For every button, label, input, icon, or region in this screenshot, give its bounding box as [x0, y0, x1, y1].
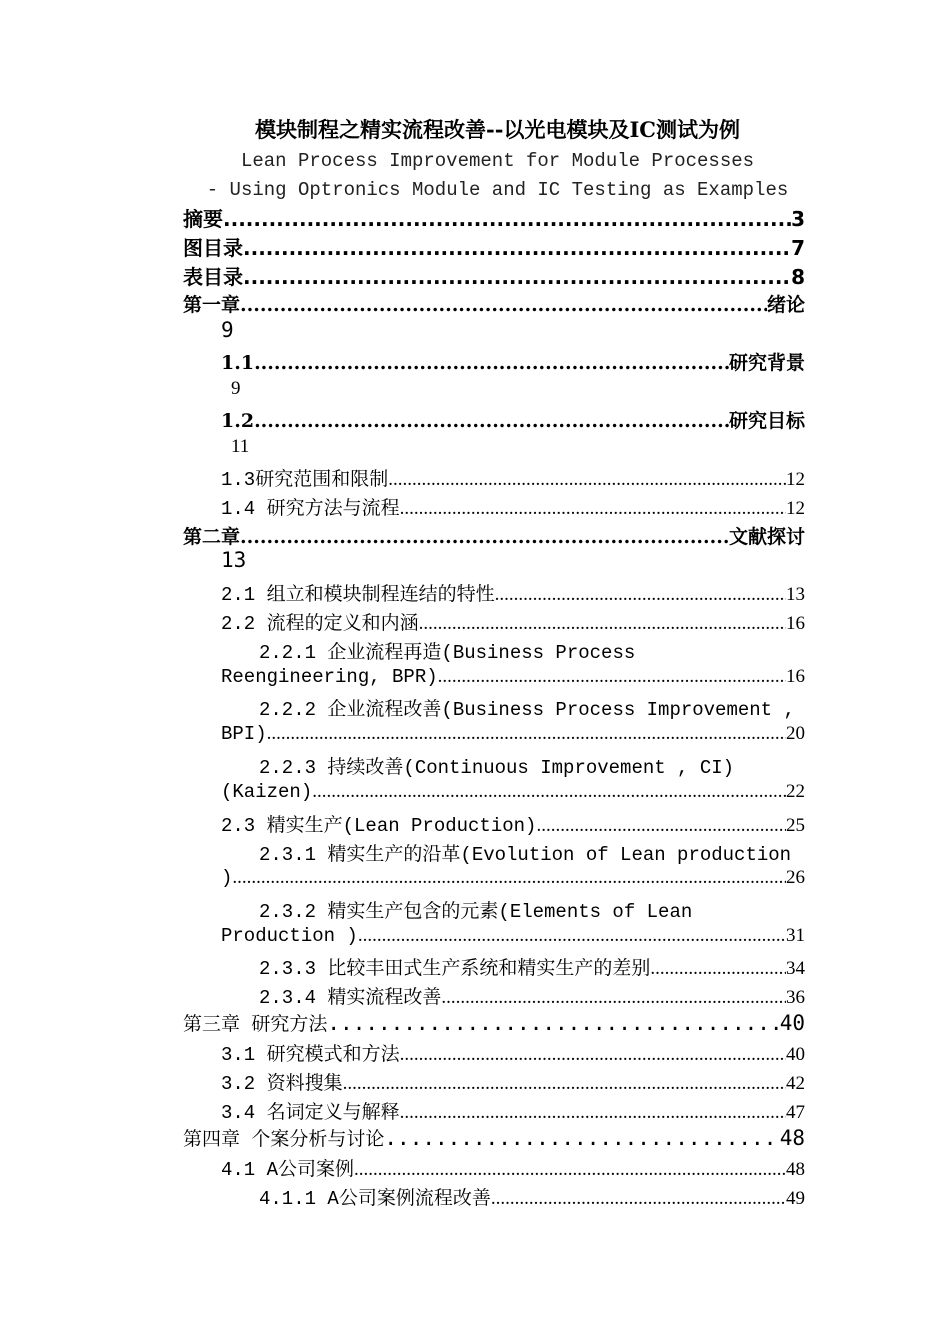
toc-label-continued: ) — [221, 867, 233, 889]
toc-leader-dots — [343, 1073, 786, 1095]
toc-leader-dots — [312, 781, 786, 803]
toc-leader-dots — [243, 236, 791, 260]
toc-page-number: 16 — [786, 666, 805, 687]
toc-entry-section-2-3-1-line1[interactable]: 2.3.1 精实生产的沿革(Evolution of Lean production — [259, 844, 792, 866]
toc-page-number: 3 — [791, 207, 805, 231]
toc-page-number: 48 — [779, 1126, 805, 1150]
toc-leader-dots — [354, 1159, 786, 1181]
toc-page-number: 7 — [791, 236, 805, 260]
toc-label: 表目录 — [183, 265, 243, 289]
toc-entry-figures[interactable] — [183, 232, 805, 261]
toc-page-number: 13 — [786, 584, 805, 605]
toc-page-number: 16 — [786, 613, 805, 634]
toc-leader-dots — [491, 1188, 786, 1210]
toc-label: 1.1 — [221, 352, 255, 374]
toc-leader-dots — [240, 294, 767, 316]
toc-leader-dots — [232, 867, 786, 889]
toc-entry-section-2-3-3[interactable] — [259, 953, 805, 980]
toc-entry-section-2-2-2-line1[interactable]: 2.2.2 企业流程改善(Business Process Improvement , — [259, 699, 795, 721]
toc-entry-section-2-3-2[interactable] — [221, 925, 805, 947]
toc-page-number: 13 — [221, 548, 247, 572]
toc-entry-section-2-3-1[interactable] — [221, 867, 805, 889]
toc-label: 3.1 研究模式和方法 — [221, 1044, 400, 1066]
toc-page-number: 47 — [786, 1102, 805, 1123]
toc-leader-dots — [243, 265, 791, 289]
toc-page-number: 12 — [786, 498, 805, 519]
toc-page-number: 40 — [786, 1044, 805, 1065]
toc-label: 2.3.4 精实流程改善 — [259, 987, 442, 1009]
toc-label: 图目录 — [183, 236, 243, 260]
toc-entry-chapter-4[interactable] — [183, 1124, 805, 1151]
toc-leader-dots — [240, 526, 729, 548]
toc-label: 2.2 流程的定义和内涵 — [221, 613, 419, 635]
toc-page-number: 8 — [791, 265, 805, 289]
toc-label: 2.3.3 比较丰田式生产系统和精实生产的差别 — [259, 958, 651, 980]
toc-label-continued: (Kaizen) — [221, 781, 313, 803]
toc-entry-section-4-1[interactable] — [221, 1154, 805, 1181]
toc-label: 3.4 名词定义与解释 — [221, 1102, 400, 1124]
toc-leader-dots — [358, 925, 786, 947]
toc-page-number: 34 — [786, 958, 805, 979]
toc-label: 4.1 A公司案例 — [221, 1159, 355, 1181]
toc-label: 1.4 研究方法与流程 — [221, 498, 400, 520]
toc-leader-dots — [495, 584, 786, 606]
toc-label: 2.3 精实生产(Lean Production) — [221, 815, 537, 837]
toc-entry-section-2-2-1[interactable] — [221, 666, 805, 688]
toc-section-title: 研究目标 — [728, 410, 805, 432]
toc-chapter-title: 文献探讨 — [728, 526, 805, 548]
toc-page-number: 48 — [786, 1159, 805, 1180]
toc-label-continued: Reengineering, BPR) — [221, 666, 438, 688]
toc-leader-dots — [388, 469, 786, 491]
toc-entry-section-1-4[interactable] — [221, 493, 805, 520]
toc-chapter-title: 绪论 — [766, 294, 805, 316]
toc-page-number: 11 — [231, 436, 250, 457]
toc-label: 第四章 个案分析与讨论 — [183, 1129, 385, 1151]
toc-entry-section-2-3-4[interactable] — [259, 982, 805, 1009]
toc-entry-section-1-1[interactable] — [221, 348, 805, 375]
toc-page-number: 40 — [779, 1011, 805, 1035]
toc-label: 2.1 组立和模块制程连结的特性 — [221, 584, 495, 606]
toc-page-number: 20 — [786, 723, 805, 744]
toc-entry-chapter-1[interactable] — [183, 290, 805, 317]
toc-page-number: 36 — [786, 987, 805, 1008]
toc-leader-dots — [441, 987, 786, 1009]
toc-leader-dots — [419, 613, 786, 635]
document-title-english-line1: Lean Process Improvement for Module Processes — [240, 150, 755, 172]
toc-page-number: 22 — [786, 781, 805, 802]
toc-label: 1.2 — [221, 410, 255, 432]
toc-label: 第二章 — [183, 526, 241, 548]
toc-label: 第三章 研究方法 — [183, 1014, 328, 1036]
toc-page-number: 49 — [786, 1188, 805, 1209]
toc-leader-dots — [254, 352, 729, 374]
toc-page-number: 42 — [786, 1073, 805, 1094]
toc-entry-section-2-3[interactable] — [221, 810, 805, 837]
toc-entry-section-2-2[interactable] — [221, 608, 805, 635]
toc-entry-chapter-3[interactable] — [183, 1009, 805, 1036]
toc-entry-abstract[interactable] — [183, 203, 805, 232]
toc-entry-section-3-4[interactable] — [221, 1097, 805, 1124]
document-title-chinese: 模块制程之精实流程改善--以光电模块及IC测试为例 — [255, 117, 740, 142]
toc-leader-dots — [254, 410, 729, 432]
toc-entry-section-4-1-1[interactable] — [259, 1183, 805, 1210]
toc-label: 3.2 资料搜集 — [221, 1073, 343, 1095]
toc-page-number: 25 — [786, 815, 805, 836]
toc-entry-section-2-2-3[interactable] — [221, 781, 805, 803]
toc-label: 第一章 — [183, 294, 241, 316]
toc-leader-dots — [438, 666, 786, 688]
toc-leader-dots — [223, 207, 791, 231]
toc-entry-section-2-1[interactable] — [221, 579, 805, 606]
toc-page-number: 26 — [786, 867, 805, 888]
toc-label: 4.1.1 A公司案例流程改善 — [259, 1188, 491, 1210]
toc-label: 1.3研究范围和限制 — [221, 469, 389, 491]
toc-leader-dots — [267, 723, 786, 745]
toc-leader-dots — [400, 498, 786, 520]
toc-entry-section-1-2[interactable] — [221, 406, 805, 433]
toc-entry-section-2-3-2-line1[interactable]: 2.3.2 精实生产包含的元素(Elements of Lean — [259, 901, 693, 923]
toc-page-number: 9 — [231, 378, 241, 399]
toc-leader-dots — [327, 1011, 779, 1035]
toc-entry-section-3-1[interactable] — [221, 1039, 805, 1066]
toc-leader-dots — [536, 815, 786, 837]
toc-entry-section-2-2-2[interactable] — [221, 723, 805, 745]
toc-leader-dots — [400, 1102, 786, 1124]
toc-leader-dots — [650, 958, 786, 980]
toc-entry-tables[interactable] — [183, 261, 805, 290]
toc-entry-section-1-3[interactable] — [221, 464, 805, 491]
toc-entry-section-2-2-3-line1[interactable]: 2.2.3 持续改善(Continuous Improvement , CI) — [259, 757, 735, 779]
toc-entry-section-3-2[interactable] — [221, 1068, 805, 1095]
toc-entry-chapter-2[interactable] — [183, 522, 805, 549]
toc-leader-dots — [400, 1044, 786, 1066]
toc-entry-section-2-2-1-line1[interactable]: 2.2.1 企业流程再造(Business Process — [259, 642, 636, 664]
toc-page-number: 12 — [786, 469, 805, 490]
toc-page-number: 9 — [221, 318, 234, 342]
toc-section-title: 研究背景 — [728, 352, 805, 374]
toc-leader-dots — [384, 1126, 779, 1150]
document-title-english-line2: - Using Optronics Module and IC Testing as Examples — [206, 179, 789, 201]
toc-label-continued: BPI) — [221, 723, 267, 745]
toc-label: 摘要 — [183, 207, 223, 231]
toc-page-number: 31 — [786, 925, 805, 946]
toc-label-continued: Production ) — [221, 925, 358, 947]
